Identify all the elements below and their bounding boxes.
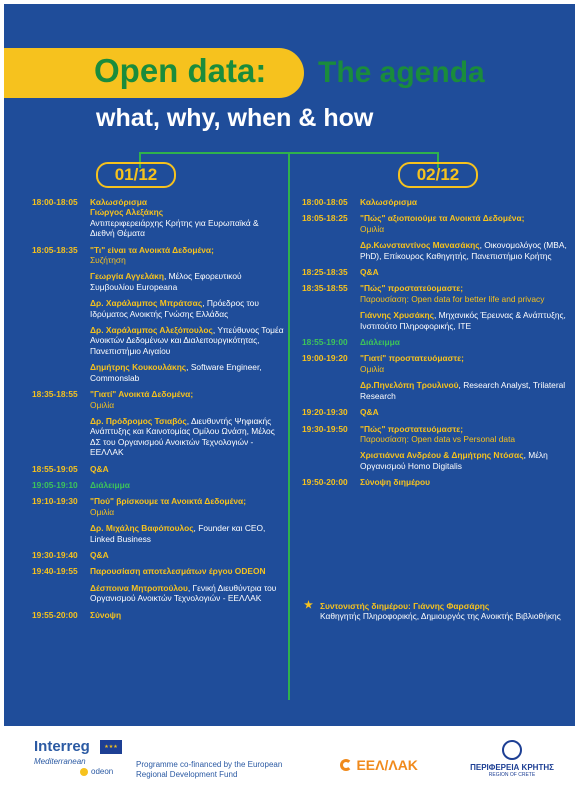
agenda-subheading: Παρουσίαση: Open data for better life and privacy bbox=[360, 293, 545, 304]
agenda-heading: Καλωσόρισμα bbox=[360, 197, 417, 207]
subtitle: what, why, when & how bbox=[96, 104, 374, 132]
agenda-speaker-desc: Αντιπεριφερειάρχης Κρήτης για Ευρωπαϊκά & Διεθνή Θέματα bbox=[90, 217, 259, 239]
funding-text: Programme co-financed by the European Regional Development Fund bbox=[136, 760, 283, 779]
item-gap bbox=[302, 488, 570, 494]
agenda-time: 18:05-18:25 bbox=[302, 213, 348, 224]
agenda-item bbox=[302, 407, 570, 417]
agenda-heading: Q&A bbox=[90, 463, 109, 474]
footer bbox=[0, 726, 579, 797]
agenda-speaker-desc: , Μέλος Εφορευτικού Συμβουλίου Europeana bbox=[90, 271, 242, 292]
agenda-item bbox=[302, 477, 570, 487]
agenda-speaker bbox=[360, 450, 570, 471]
title-agenda: The agenda bbox=[318, 56, 485, 89]
agenda-body bbox=[90, 496, 284, 544]
agenda-speaker-desc: , Πρόεδρος του Ιδρύματος Ανοικτής Γνώσης Ελλάδας bbox=[90, 298, 259, 319]
eellak-text: ΕΕΛ/ΛΑΚ bbox=[356, 756, 418, 773]
agenda-time: 19:05-19:10 bbox=[32, 479, 78, 490]
agenda-speaker-desc: , Διευθυντής Ψηφιακής Ανάπτυξης και Καινοτομίας Ομίλου Ωνάση, Μέλος ΔΣ του Οργανισμού Ανοικτών Τεχνολογιών - ΕΕΛΛΑΚ bbox=[90, 415, 275, 458]
agenda-speaker-desc: , Founder και CEO, Linked Business bbox=[90, 523, 266, 544]
agenda-speaker-name: Χριστιάννα Ανδρέου & Δημήτρης Ντόσας bbox=[360, 450, 524, 461]
agenda-body bbox=[90, 480, 284, 490]
agenda-time: 19:10-19:30 bbox=[32, 496, 78, 507]
agenda-subheading: Συζήτηση bbox=[90, 255, 126, 266]
coordinator-label: Συντονιστής διημέρου: Γιάννης Φαρσάρης bbox=[320, 601, 490, 611]
odeon-text: odeon bbox=[91, 767, 114, 776]
agenda-time: 19:40-19:55 bbox=[32, 566, 78, 577]
odeon-icon bbox=[80, 768, 88, 776]
agenda-heading: Παρουσίαση αποτελεσμάτων έργου ODEON bbox=[90, 566, 266, 577]
agenda-speaker bbox=[90, 523, 284, 544]
agenda-body bbox=[90, 550, 284, 560]
agenda-speaker-name: Δρ.Πηνελόπη Τρουλινού bbox=[360, 380, 459, 391]
agenda-body bbox=[360, 477, 570, 487]
agenda-body bbox=[90, 197, 284, 239]
agenda-subheading: Ομιλία bbox=[90, 506, 115, 517]
agenda-time: 19:30-19:40 bbox=[32, 549, 78, 560]
timeline-divider bbox=[288, 152, 290, 700]
agenda-speaker bbox=[90, 583, 284, 604]
agenda-item bbox=[302, 197, 570, 207]
agenda-time: 18:05-18:35 bbox=[32, 244, 78, 255]
agenda-subheading: Παρουσίαση: Open data vs Personal data bbox=[360, 433, 516, 444]
agenda-speaker-desc: , Γενική Διευθύντρια του Οργανισμού Ανοικτών Τεχνολογιών - ΕΕΛΛΑΚ bbox=[90, 582, 277, 604]
agenda-speaker bbox=[360, 310, 570, 331]
agenda-body bbox=[360, 407, 570, 417]
agenda-item bbox=[32, 389, 284, 457]
agenda-speaker-name: Γιάννης Χρυσάκης bbox=[360, 310, 435, 321]
agenda-heading: "Πώς" προστατευόμαστε; bbox=[360, 423, 464, 434]
agenda-heading: "Πού" βρίσκουμε τα Ανοικτά Δεδομένα; bbox=[90, 496, 246, 507]
region-sub: REGION OF CRETE bbox=[488, 772, 536, 778]
agenda-subheading: Ομιλία bbox=[90, 399, 115, 410]
agenda-time: 19:00-19:20 bbox=[302, 353, 348, 364]
agenda-time: 19:55-20:00 bbox=[32, 609, 78, 620]
title-open-data: Open data: bbox=[94, 52, 267, 89]
agenda-subheading: Ομιλία bbox=[360, 223, 385, 234]
agenda-body bbox=[90, 464, 284, 474]
region-emblem-icon bbox=[502, 740, 522, 760]
agenda-body bbox=[360, 283, 570, 331]
agenda-item bbox=[32, 610, 284, 620]
agenda-item bbox=[302, 424, 570, 472]
day1-schedule bbox=[32, 197, 284, 626]
agenda-body bbox=[360, 424, 570, 472]
eu-flag-icon: ★★★ bbox=[100, 740, 122, 754]
agenda-time: 18:35-18:55 bbox=[32, 389, 78, 400]
eellak-icon bbox=[340, 759, 352, 771]
agenda-item bbox=[32, 550, 284, 560]
agenda-speaker-desc: , Υπεύθυνος Τομέα Ανοικτών Δεδομένων και Διαλειτουργικότητας, Πανεπιστήμιο Αιγαίου bbox=[90, 325, 284, 356]
agenda-speaker-name: Δημήτρης Κουκουλάκης bbox=[90, 362, 187, 373]
agenda-time: 18:00-18:05 bbox=[302, 197, 348, 207]
eellak-logo bbox=[340, 756, 418, 774]
agenda-speaker bbox=[360, 380, 570, 401]
agenda-item bbox=[32, 245, 284, 383]
agenda-item bbox=[302, 213, 570, 261]
star-icon: ★ bbox=[304, 600, 313, 611]
agenda-body bbox=[90, 610, 284, 620]
agenda-heading: "Γιατί" προστατευόμαστε; bbox=[360, 353, 464, 364]
interreg-logo bbox=[34, 738, 126, 778]
agenda-speaker-name: Γεωργία Αγγελάκη bbox=[90, 271, 164, 282]
agenda-speaker-desc: , Οικονομολόγος (MBA, PhD), Επίκουρος Καθηγητής, Πανεπιστήμιο Κρήτης bbox=[360, 240, 567, 261]
agenda-speaker-name: Γιώργος Αλεξάκης bbox=[90, 207, 164, 218]
agenda-heading: "Πώς" προστατεύομαστε; bbox=[360, 283, 464, 294]
agenda-item bbox=[302, 267, 570, 277]
day2-badge: 02/12 bbox=[398, 162, 478, 188]
mediterranean-text: Mediterranean bbox=[34, 757, 86, 766]
agenda-body bbox=[360, 197, 570, 207]
agenda-time: 18:35-18:55 bbox=[302, 283, 348, 294]
agenda-heading: Διάλειμμα bbox=[90, 479, 130, 490]
agenda-heading: Διάλειμμα bbox=[360, 337, 400, 348]
agenda-speaker-desc: , Μηχανικός Έρευνας & Ανάπτυξης, Ινστιτούτο Πληροφορικής, ΙΤΕ bbox=[360, 310, 566, 331]
region-name: ΠΕΡΙΦΕΡΕΙΑ ΚΡΗΤΗΣ bbox=[470, 763, 554, 772]
agenda-speaker bbox=[90, 325, 284, 356]
agenda-speaker bbox=[90, 298, 284, 319]
agenda-item bbox=[32, 464, 284, 474]
agenda-time: 18:55-19:00 bbox=[302, 337, 348, 348]
agenda-heading: Q&A bbox=[90, 549, 109, 560]
agenda-item bbox=[302, 337, 570, 347]
agenda-time: 19:20-19:30 bbox=[302, 407, 348, 418]
agenda-speaker-name: Δρ. Πρόδρομος Τσιαβός bbox=[90, 415, 187, 426]
agenda-speaker-name: Δέσποινα Μητροπούλου bbox=[90, 582, 188, 593]
agenda-item bbox=[32, 197, 284, 239]
agenda-speaker bbox=[360, 240, 570, 261]
agenda-body bbox=[90, 245, 284, 383]
agenda-subheading: Ομιλία bbox=[360, 363, 385, 374]
coordinator bbox=[304, 601, 572, 622]
agenda-body bbox=[360, 267, 570, 277]
day2-schedule bbox=[302, 197, 570, 494]
agenda-body bbox=[360, 337, 570, 347]
item-gap bbox=[32, 620, 284, 626]
agenda-item bbox=[32, 566, 284, 603]
agenda-heading: Q&A bbox=[360, 267, 379, 278]
agenda-speaker bbox=[90, 271, 284, 292]
agenda-speaker-name: Δρ.Κωνσταντίνος Μανασάκης bbox=[360, 240, 480, 251]
agenda-body bbox=[360, 213, 570, 261]
agenda-speaker-desc: , Research Analyst, Trilateral Research bbox=[360, 380, 566, 401]
agenda-speaker bbox=[90, 362, 284, 383]
agenda-speaker-desc: , Software Engineer, Commonslab bbox=[90, 362, 262, 383]
agenda-speaker-name: Δρ. Χαράλαμπος Αλεξόπουλος bbox=[90, 325, 213, 336]
agenda-heading: "Πώς" αξιοποιούμε τα Ανοικτά Δεδομένα; bbox=[360, 213, 525, 224]
agenda-speaker bbox=[90, 416, 284, 458]
agenda-speaker-desc: , Μέλη Οργανισμού Homo Digitalis bbox=[360, 450, 548, 471]
region-logo bbox=[462, 740, 562, 778]
agenda-speaker-name: Δρ. Χαράλαμπος Μπράτσας bbox=[90, 298, 203, 309]
agenda-time: 19:30-19:50 bbox=[302, 423, 348, 434]
agenda-time: 18:55-19:05 bbox=[32, 463, 78, 474]
agenda-body bbox=[90, 566, 284, 603]
agenda-heading: "Τι" είναι τα Ανοικτά Δεδομένα; bbox=[90, 244, 214, 255]
agenda-body bbox=[90, 389, 284, 457]
day1-badge: 01/12 bbox=[96, 162, 176, 188]
agenda-item bbox=[302, 353, 570, 401]
agenda-speaker-name: Δρ. Μιχάλης Βαφόπουλος bbox=[90, 523, 194, 534]
agenda-heading: "Γιατί" Ανοικτά Δεδομένα; bbox=[90, 389, 194, 400]
agenda-heading: Σύνοψη bbox=[90, 609, 122, 620]
agenda-item bbox=[302, 283, 570, 331]
poster-background bbox=[4, 4, 575, 726]
agenda-heading: Q&A bbox=[360, 407, 379, 418]
agenda-time: 18:00-18:05 bbox=[32, 197, 78, 207]
agenda-time: 19:50-20:00 bbox=[302, 477, 348, 488]
agenda-heading: Σύνοψη διημέρου bbox=[360, 477, 431, 488]
agenda-heading: Καλωσόρισμα bbox=[90, 197, 147, 207]
agenda-item bbox=[32, 496, 284, 544]
interreg-text: Interreg bbox=[34, 738, 90, 755]
agenda-body bbox=[360, 353, 570, 401]
agenda-time: 18:25-18:35 bbox=[302, 267, 348, 278]
agenda-item bbox=[32, 480, 284, 490]
coordinator-desc: Καθηγητής Πληροφορικής, Δημιουργός της Ανοικτής Βιβλιοθήκης bbox=[320, 611, 561, 622]
